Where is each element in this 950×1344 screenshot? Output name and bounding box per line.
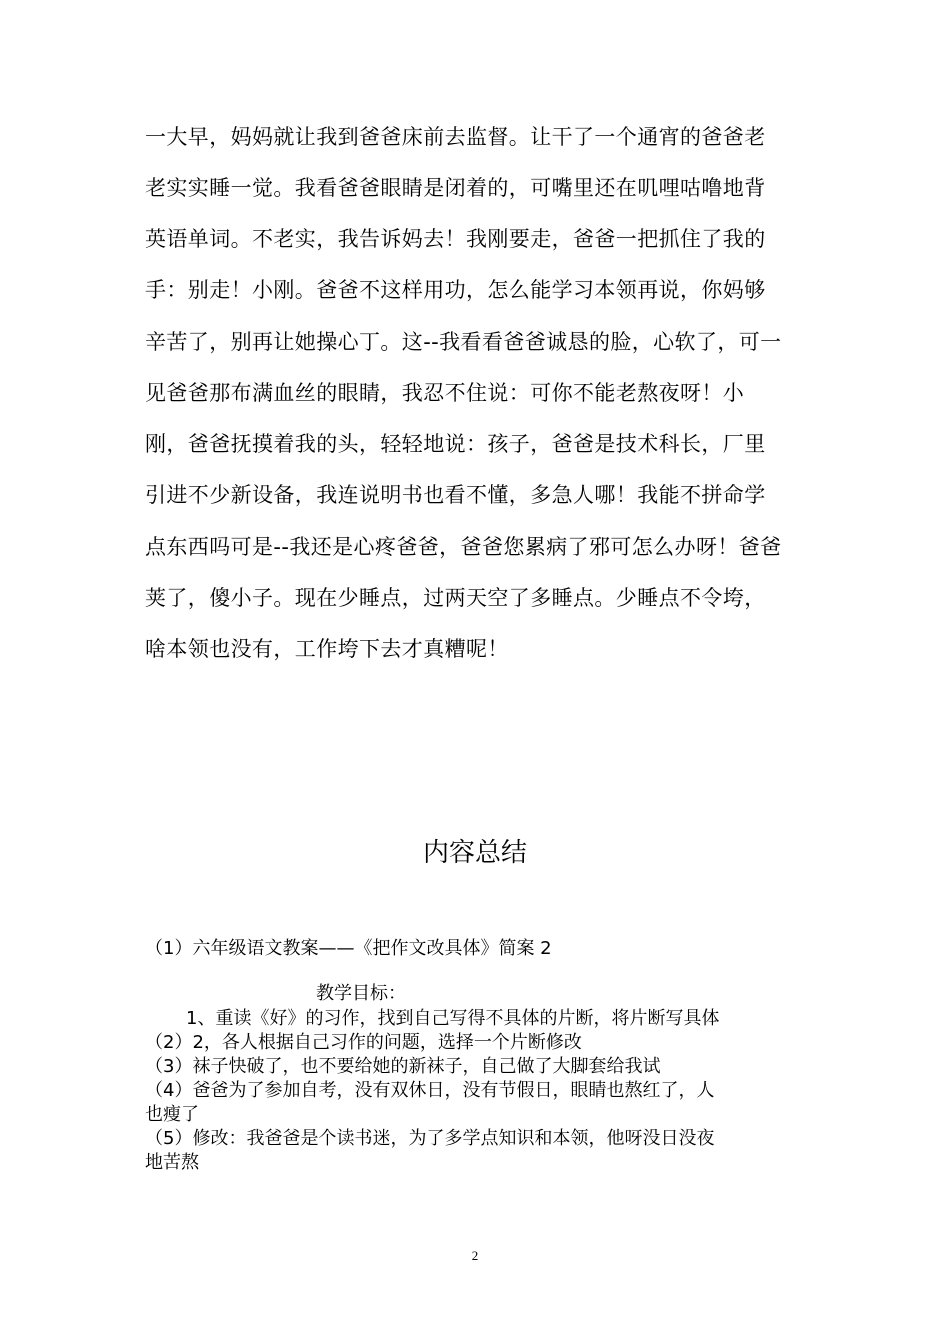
summary-item: （2）2，各人根据自己习作的问题，选择一个片断修改: [145, 1032, 582, 1053]
summary-title: 内容总结: [422, 838, 527, 868]
summary-item-continued: 也瘦了: [145, 1104, 199, 1125]
text-line: 荚了，傻小子。现在少睡点，过两天空了多睡点。少睡点不令垮，: [145, 586, 766, 610]
summary-item: （1）六年级语文教案——《把作文改具体》简案 2: [145, 938, 552, 959]
page-number: 2: [471, 1248, 479, 1263]
text-line: 手：别走！小刚。爸爸不这样用功，怎么能学习本领再说，你妈够: [145, 278, 766, 302]
text-line: 辛苦了，别再让她操心丁。这--我看看爸爸诚恳的脸，心软了，可一: [145, 330, 782, 354]
text-line: 引进不少新设备，我连说明书也看不懂，多急人哪！我能不拼命学: [145, 483, 766, 507]
text-line: 点东西吗可是--我还是心疼爸爸，爸爸您累病了邪可怎么办呀！爸爸: [145, 535, 782, 559]
summary-item-continued: 地苦熬: [145, 1152, 199, 1173]
objectives-label: 教学目标：: [316, 983, 406, 1004]
text-line: 一大早，妈妈就让我到爸爸床前去监督。让干了一个通宵的爸爸老: [145, 125, 766, 149]
text-line: 英语单词。不老实，我告诉妈去！我刚要走，爸爸一把抓住了我的: [145, 227, 766, 251]
summary-item: （3）袜子快破了，也不要给她的新袜子，自己做了大脚套给我试: [145, 1056, 661, 1077]
text-line: 刚，爸爸抚摸着我的头，轻轻地说：孩子，爸爸是技术科长，厂里: [145, 432, 766, 456]
text-line: 老实实睡一觉。我看爸爸眼睛是闭着的，可嘴里还在叽哩咕噜地背: [145, 176, 766, 200]
text-line: 见爸爸那布满血丝的眼睛，我忍不住说：可你不能老熬夜呀！小: [145, 381, 745, 405]
summary-item: （4）爸爸为了参加自考，没有双休日，没有节假日，眼睛也熬红了，人: [145, 1080, 715, 1101]
summary-item: （5）修改：我爸爸是个读书迷，为了多学点知识和本领，他呀没日没夜: [145, 1128, 715, 1149]
objective-item: 1、重读《好》的习作，找到自己写得不具体的片断，将片断写具体: [186, 1008, 720, 1029]
text-line: 啥本领也没有，工作垮下去才真糟呢！: [145, 637, 509, 661]
